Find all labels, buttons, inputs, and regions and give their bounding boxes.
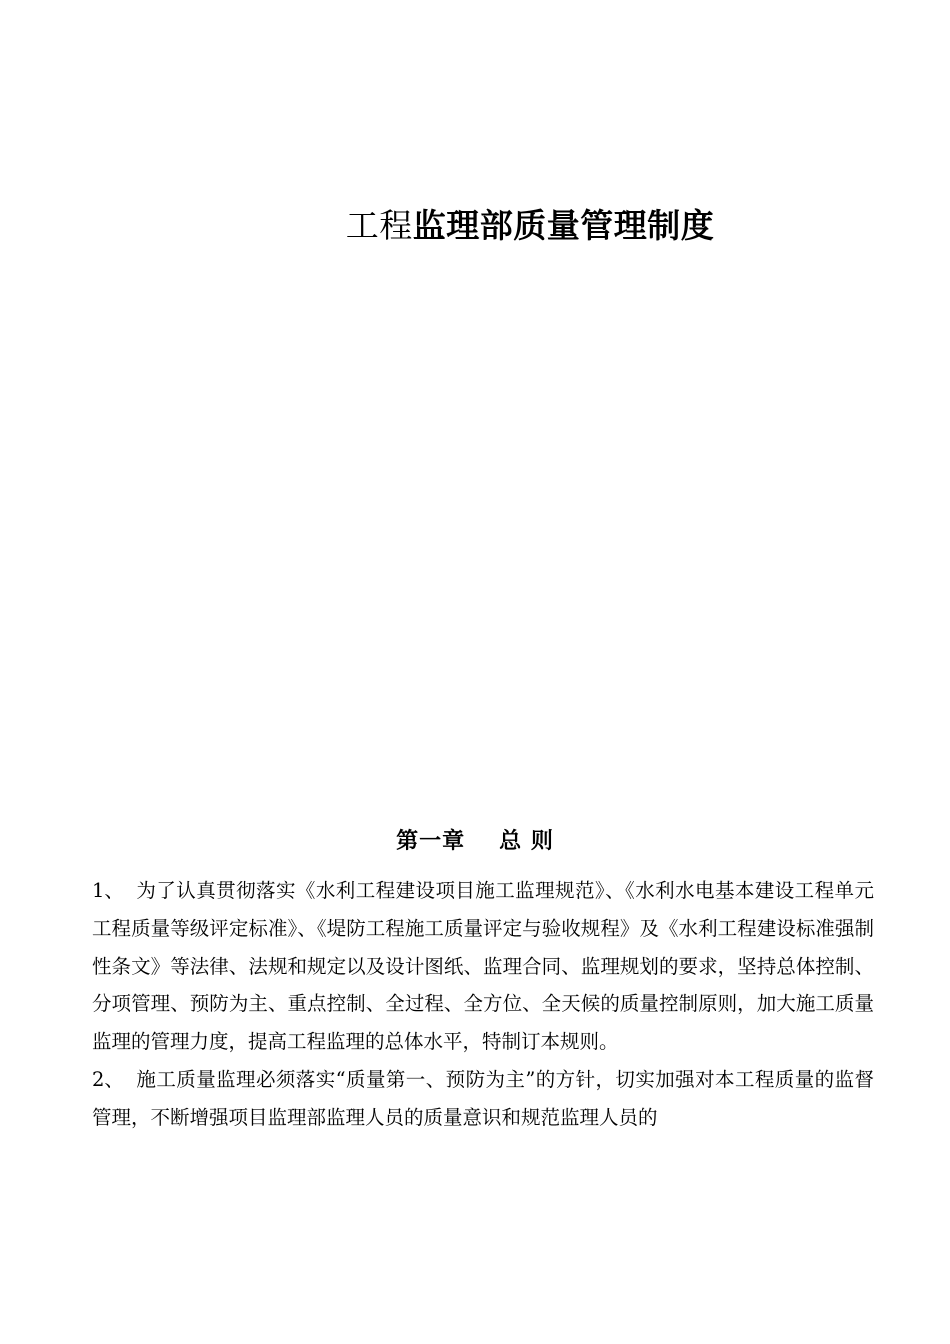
chapter-name: 总 则: [499, 829, 554, 854]
paragraph-number: 2、: [92, 1067, 124, 1091]
document-title: [0, 196, 950, 256]
paragraph-1: [92, 872, 874, 1061]
paragraph-text: 施工质量监理必须落实“质量第一、预防为主”的方针，切实加强对本工程质量的监督管理，不断增强项目监理部监理人员的质量意识和规范监理人员的: [92, 1067, 874, 1129]
title-main: 监理部质量管理制度: [412, 206, 715, 245]
document-body: [92, 872, 874, 1137]
chapter-number: 第一章: [396, 829, 466, 854]
paragraph-2: [92, 1061, 874, 1137]
paragraph-text: 为了认真贯彻落实《水利工程建设项目施工监理规范》、《水利水电基本建设工程单元工程质量等级评定标准》、《堤防工程施工质量评定与验收规程》及《水利工程建设标准强制性条文》等法律、法规和规定以及设计图纸、监理合同、监理规划的要求，坚持总体控制、分项管理、预防为主、重点控制、全过程、全方位、全天候的质量控制原则，加大施工质量监理的管理力度，提高工程监理的总体水平，特制订本规则。: [92, 879, 874, 1054]
chapter-heading: [0, 822, 950, 862]
title-prefix: 工程: [345, 206, 413, 245]
paragraph-number: 1、: [92, 879, 124, 902]
